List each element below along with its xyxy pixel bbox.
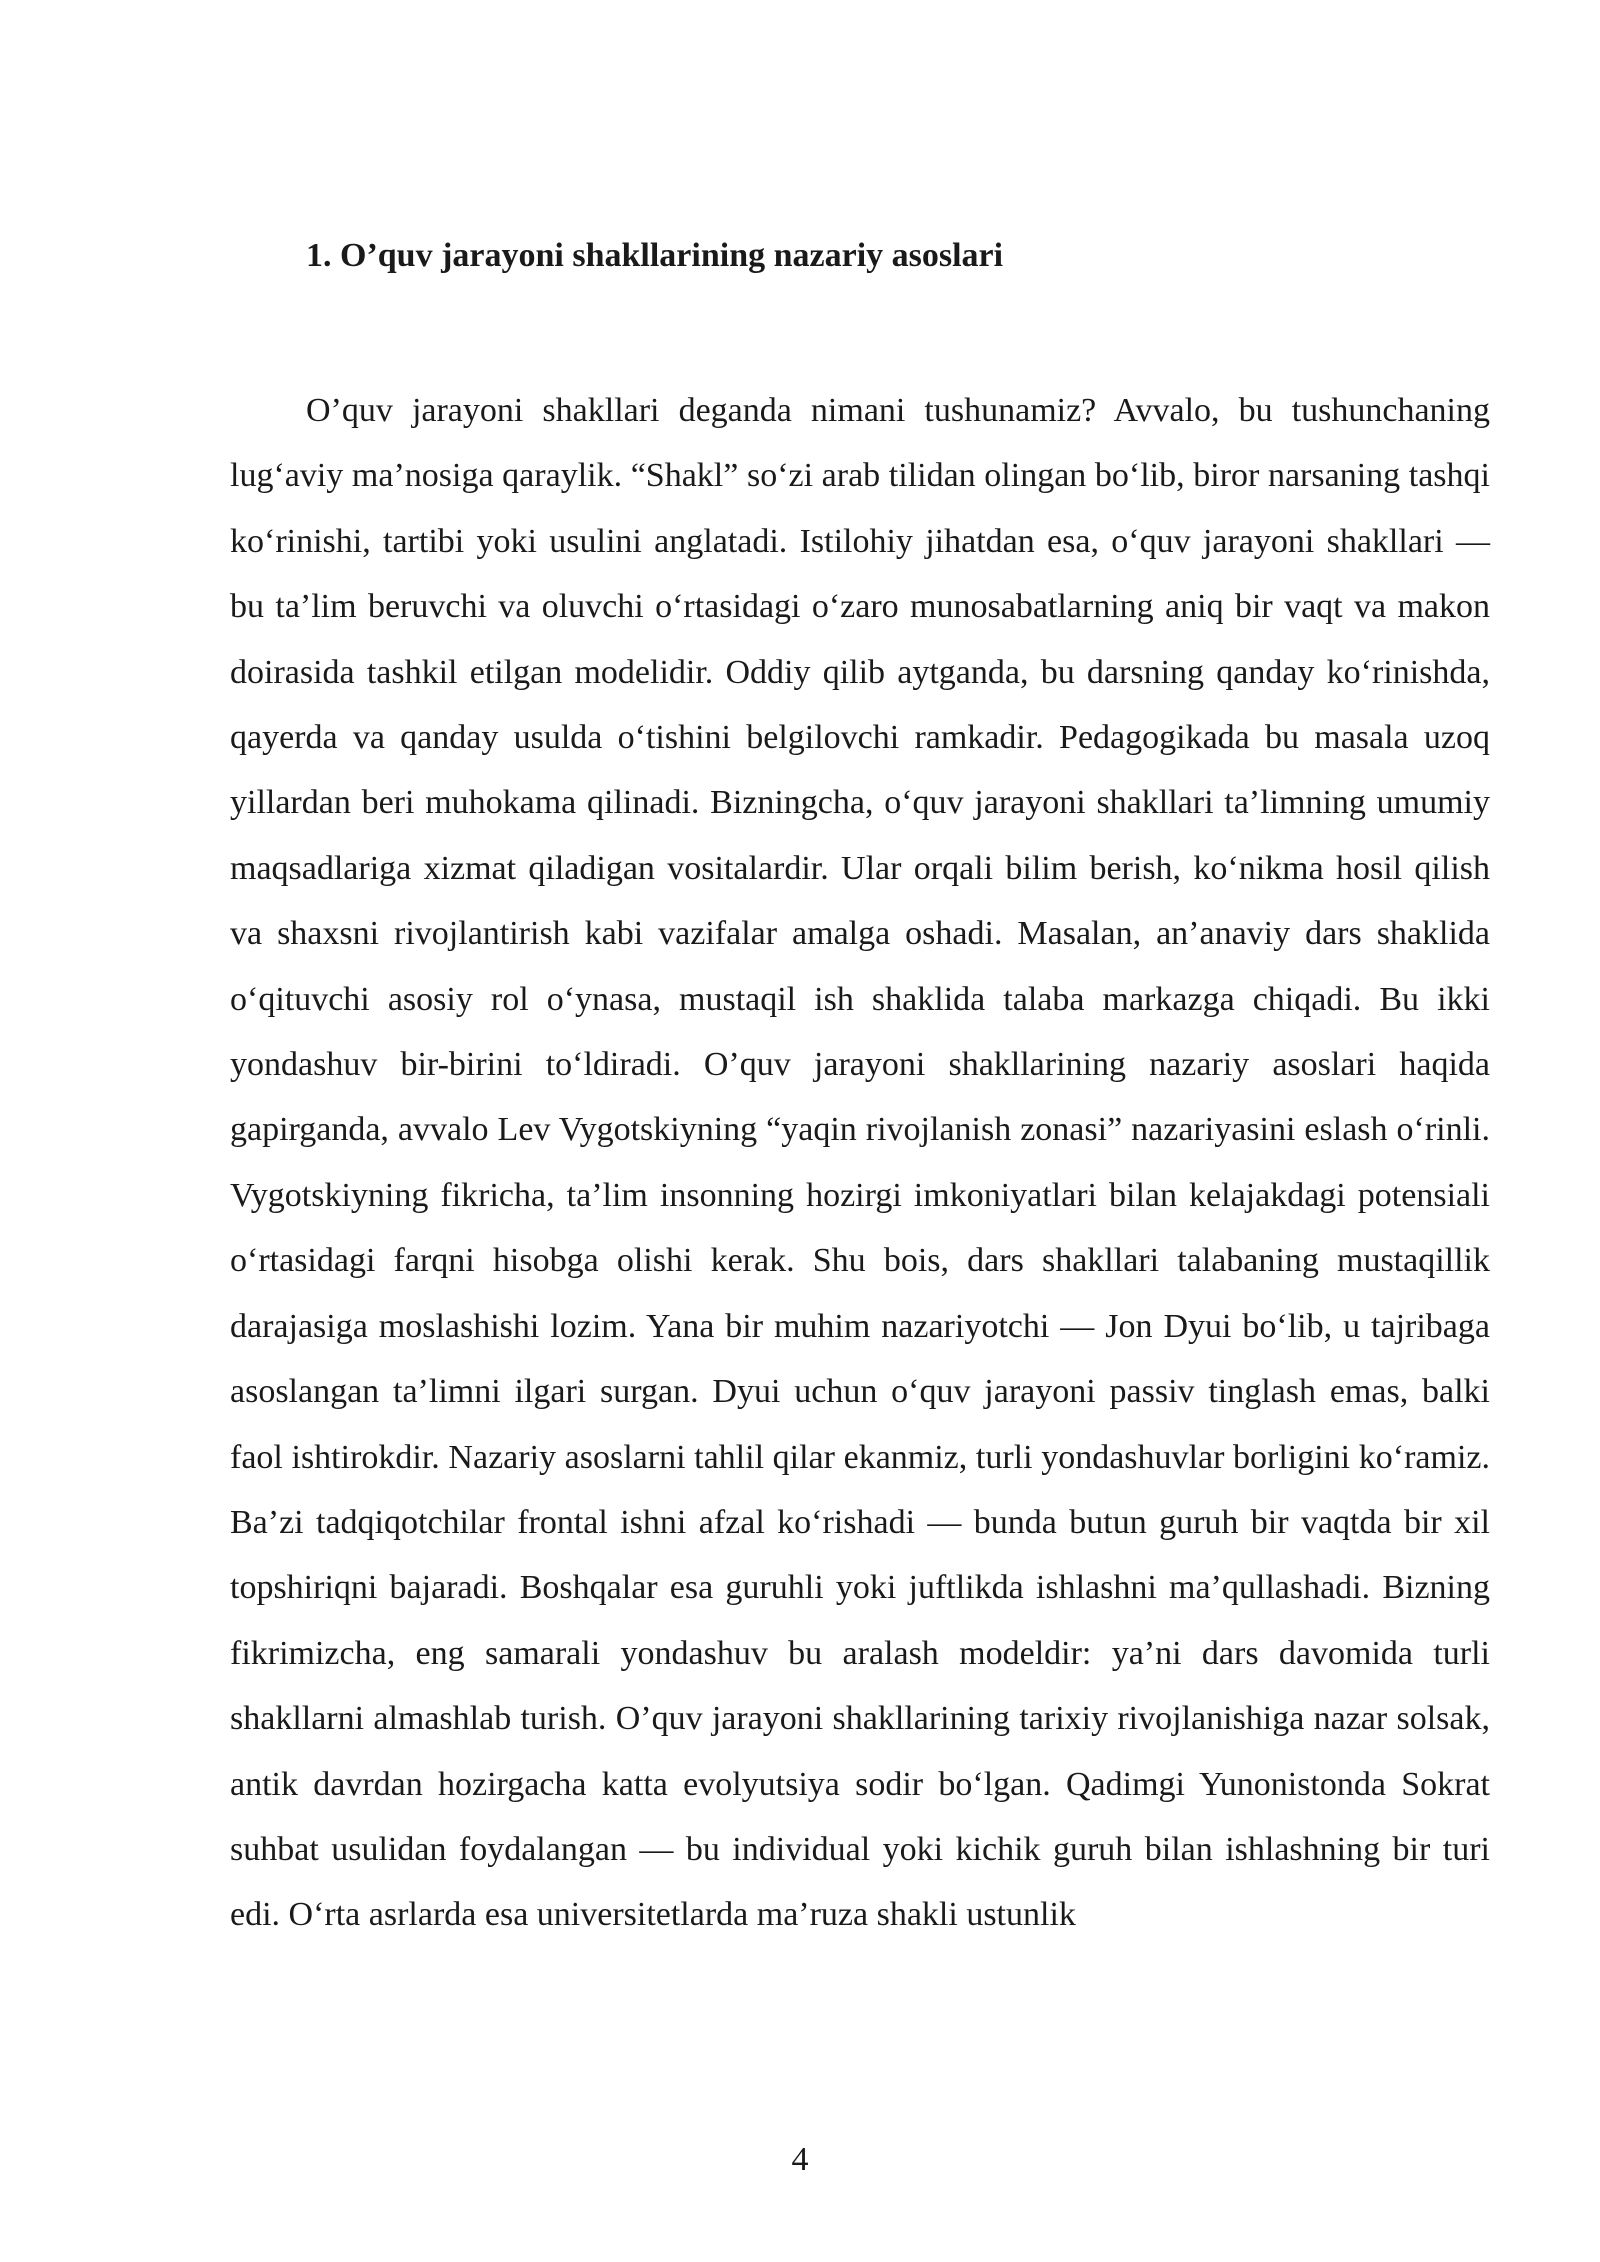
section-heading: 1. O’quv jarayoni shakllarining nazariy asoslari xyxy=(306,237,1004,274)
page-number: 4 xyxy=(791,2141,809,2178)
body-paragraph: O’quv jarayoni shakllari deganda nimani tushunamiz? Avvalo, bu tushunchaning lug‘aviy ma’nosiga qaraylik. “Shakl” so‘zi arab tilidan olingan bo‘lib, biror narsaning tashqi ko‘rinishi, tartibi yoki usulini anglatadi. Istilohiy jihatdan esa, o‘quv jarayoni shakllari — bu ta’lim beruvchi va oluvchi o‘rtasidagi o‘zaro munosabatlarning aniq bir vaqt va makon doirasida tashkil etilgan modelidir. Oddiy qilib aytganda, bu darsning qanday ko‘rinishda, qayerda va qanday usulda o‘tishini belgilovchi ramkadir. Pedagogikada bu masala uzoq yillardan beri muhokama qilinadi. Bizningcha, o‘quv jarayoni shakllari ta’limning umumiy maqsadlariga xizmat qiladigan vositalardir. Ular orqali bilim berish, ko‘nikma hosil qilish va shaxsni rivojlantirish kabi vazifalar amalga oshadi. Masalan, an’anaviy dars shaklida o‘qituvchi asosiy rol o‘ynasa, mustaqil ish shaklida talaba markazga chiqadi. Bu ikki yondashuv bir-birini to‘ldiradi. O’quv jarayoni shakllarining nazariy asoslari haqida gapirganda, avvalo Lev Vygotskiyning “yaqin rivojlanish zonasi” nazariyasini eslash o‘rinli. Vygotskiyning fikricha, ta’lim insonning hozirgi imkoniyatlari bilan kelajakdagi potensiali o‘rtasidagi farqni hisobga olishi kerak. Shu bois, dars shakllari talabaning mustaqillik darajasiga moslashishi lozim. Yana bir muhim nazariyotchi — Jon Dyui bo‘lib, u tajribaga asoslangan ta’limni ilgari surgan. Dyui uchun o‘quv jarayoni passiv tinglash emas, balki faol ishtirokdir. Nazariy asoslarni tahlil qilar ekanmiz, turli yondashuvlar borligini ko‘ramiz. Ba’zi tadqiqotchilar frontal ishni afzal ko‘rishadi — bunda butun guruh bir vaqtda bir xil topshiriqni bajaradi. Boshqalar esa guruhli yoki juftlikda ishlashni ma’qullashadi. Bizning fikrimizcha, eng samarali yondashuv bu aralash modeldir: ya’ni dars davomida turli shakllarni almashlab turish. O’quv jarayoni shakllarining tarixiy rivojlanishiga nazar solsak, antik davrdan hozirgacha katta evolyutsiya sodir bo‘lgan. Qadimgi Yunonistonda Sokrat suhbat usulidan foydalangan — bu individual yoki kichik guruh bilan ishlashning bir turi edi. O‘rta asrlarda esa universitetlarda ma’ruza shakli ustunlik xyxy=(230,392,1490,1934)
